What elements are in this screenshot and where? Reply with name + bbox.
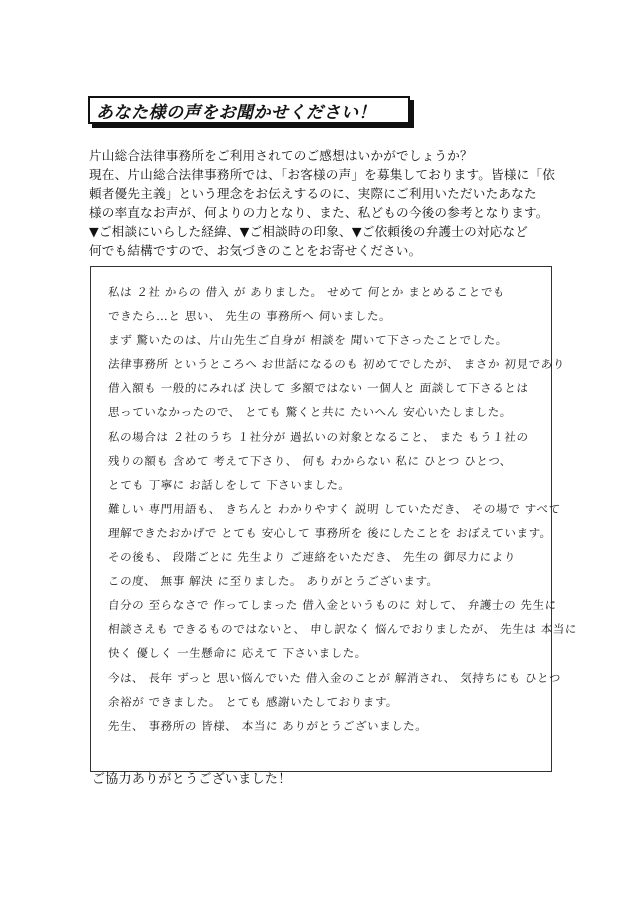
intro-line: 様の率直なお声が、何よりの力となり、また、私どもの今後の参考となります。 [89,205,549,220]
intro-line: 現在、片山総合法律事務所では、「お客様の声」を募集しております。皆様に「依 [89,167,556,182]
letter-line: 借入額も 一般的にみれば 決して 多額ではない 一個人と 面談して下さるとは [107,381,530,396]
letter-line: その後も、 段階ごとに 先生より ご連絡をいただき、 先生の 御尽力により [107,550,517,565]
letter-line: 快く 優しく 一生懸命に 応えて 下さいました。 [107,646,368,661]
letter-line: 余裕が できました。 とても 感謝いたしております。 [107,694,399,709]
letter-line: 私は ２社 からの 借入 が ありました。 せめて 何とか まとめることでも [107,285,506,299]
letter-line: 相談さえも できるものではないと、 申し訳なく 悩んでおりましたが、 先生は 本当に [107,622,578,637]
letter-line: できたら…と 思い、 先生の 事務所へ 伺いました。 [107,309,392,324]
handwritten-letter [107,280,578,738]
letter-line: 思っていなかったので、 とても 驚くと共に たいへん 安心いたしました。 [107,405,513,420]
letter-line: とても 丁寧に お話しをして 下さいました。 [107,477,352,492]
letter-line: 今は、 長年 ずっと 思い悩んでいた 借入金のことが 解消され、 気持ちにも ひとつ [107,670,562,685]
intro-line: ▼ご相談にいらした経緯、▼ご相談時の印象、▼ご依頼後の弁護士の対応など [89,224,529,239]
thanks-message: ご協力ありがとうございました！ [92,772,292,787]
letter-line: 先生、 事務所の 皆様、 本当に ありがとうございました。 [107,718,429,733]
letter-line: 自分の 至らなさで 作ってしまった 借入金というものに 対して、 弁護士の 先生に [107,598,558,613]
intro-text [89,146,559,260]
letter-line: まず 驚いたのは、片山先生ご自身が 相談を 聞いて下さったことでした。 [107,333,509,348]
page-title: あなた様の声をお聞かせください！ [96,102,376,123]
letter-line: 私の場合は ２社のうち １社分が 過払いの対象となること、 また もう１社の [107,429,530,444]
letter-line: 残りの額も 含めて 考えて下さり、 何も わからない 私に ひとつ ひとつ、 [107,453,513,468]
title-box [88,96,410,124]
letter-line: 理解できたおかげで とても 安心して 事務所を 後にしたことを おぼえています。 [107,525,553,540]
intro-line: 何でも結構ですので、お気づきのことをお寄せください。 [89,243,422,258]
intro-line: 頼者優先主義」という理念をお伝えするのに、実際にご利用いただいたあなた [89,186,537,201]
letter-line: 法律事務所 というところへ お世話になるのも 初めてでしたが、 まさか 初見であり [107,357,566,372]
intro-line: 片山総合法律事務所をご利用されてのご感想はいかがでしょうか？ [89,148,473,163]
letter-line: この度、 無事 解決 に至りました。 ありがとうございます。 [107,574,440,589]
letter-line: 難しい 専門用語も、 きちんと わかりやすく 説明 していただき、 その場で すべて [107,501,562,516]
